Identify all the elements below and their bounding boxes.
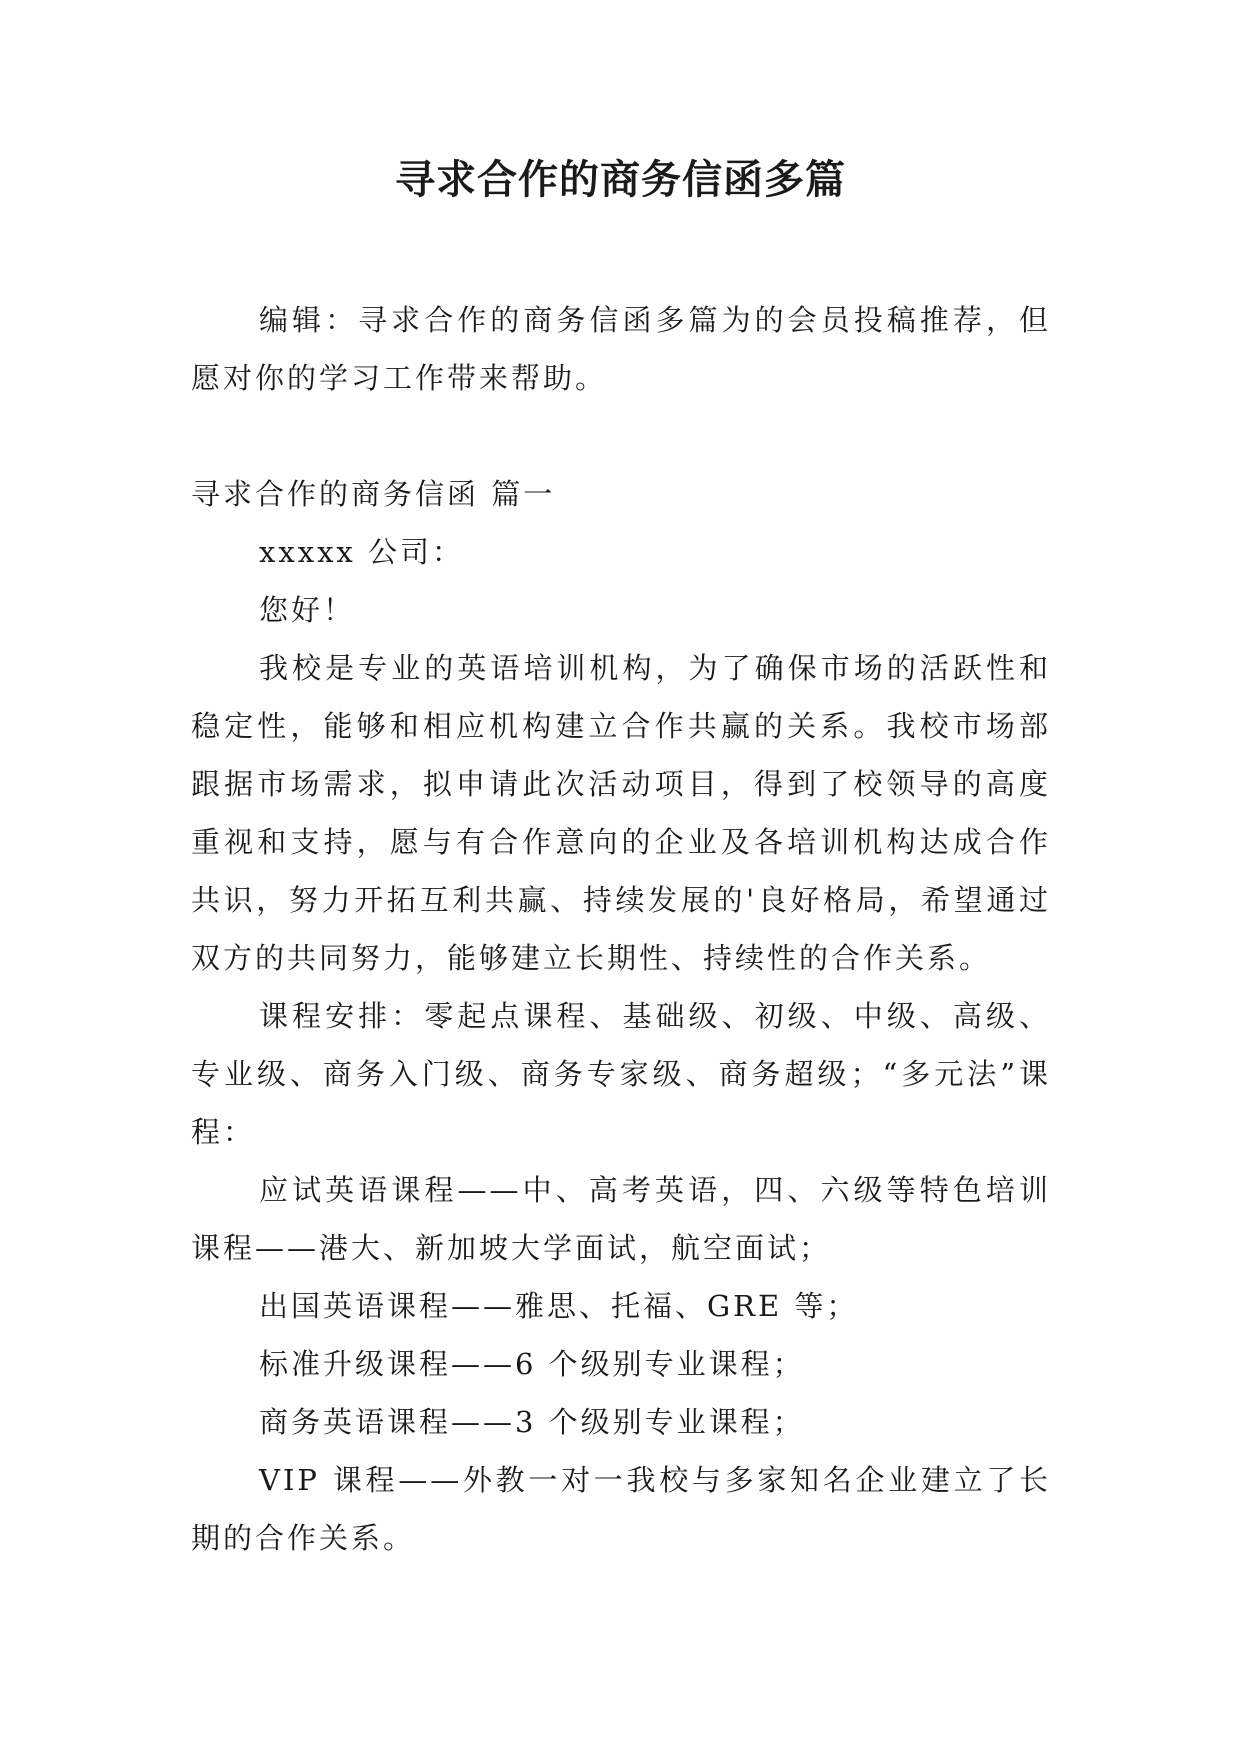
body-paragraph: 商务英语课程——3 个级别专业课程；	[259, 1405, 805, 1439]
intro-paragraph: 编辑：寻求合作的商务信函多篇为的会员投稿推荐，但愿对你的学习工作带来帮助。	[191, 303, 1051, 395]
spacer	[191, 407, 1051, 465]
body-paragraph: 我校是专业的英语培训机构，为了确保市场的活跃性和稳定性，能够和相应机构建立合作共赢的关系。我校市场部跟据市场需求，拟申请此次活动项目，得到了校领导的高度重视和支持，愿与有合作意向的企业及各培训机构达成合作共识，努力开拓互利共赢、持续发展的'良好格局，希望通过双方的共同努力，能够建立长期性、持续性的合作关系。	[191, 651, 1051, 975]
document-title: 寻求合作的商务信函多篇	[395, 156, 846, 203]
body-paragraph: 标准升级课程——6 个级别专业课程；	[259, 1347, 805, 1381]
document-body	[191, 291, 1051, 1567]
body-paragraph: 课程安排：零起点课程、基础级、初级、中级、高级、专业级、商务入门级、商务专家级、商务超级；“多元法”课程：	[191, 999, 1051, 1149]
greeting: 您好！	[259, 593, 356, 627]
body-paragraph: VIP 课程——外教一对一我校与多家知名企业建立了长期的合作关系。	[191, 1463, 1051, 1555]
section-heading: 寻求合作的商务信函 篇一	[191, 477, 556, 511]
body-paragraph: 应试英语课程——中、高考英语，四、六级等特色培训课程——港大、新加坡大学面试，航空面试；	[191, 1173, 1051, 1265]
body-paragraph: 出国英语课程——雅思、托福、GRE 等；	[259, 1289, 859, 1323]
salutation-recipient: xxxxx 公司：	[259, 535, 464, 569]
